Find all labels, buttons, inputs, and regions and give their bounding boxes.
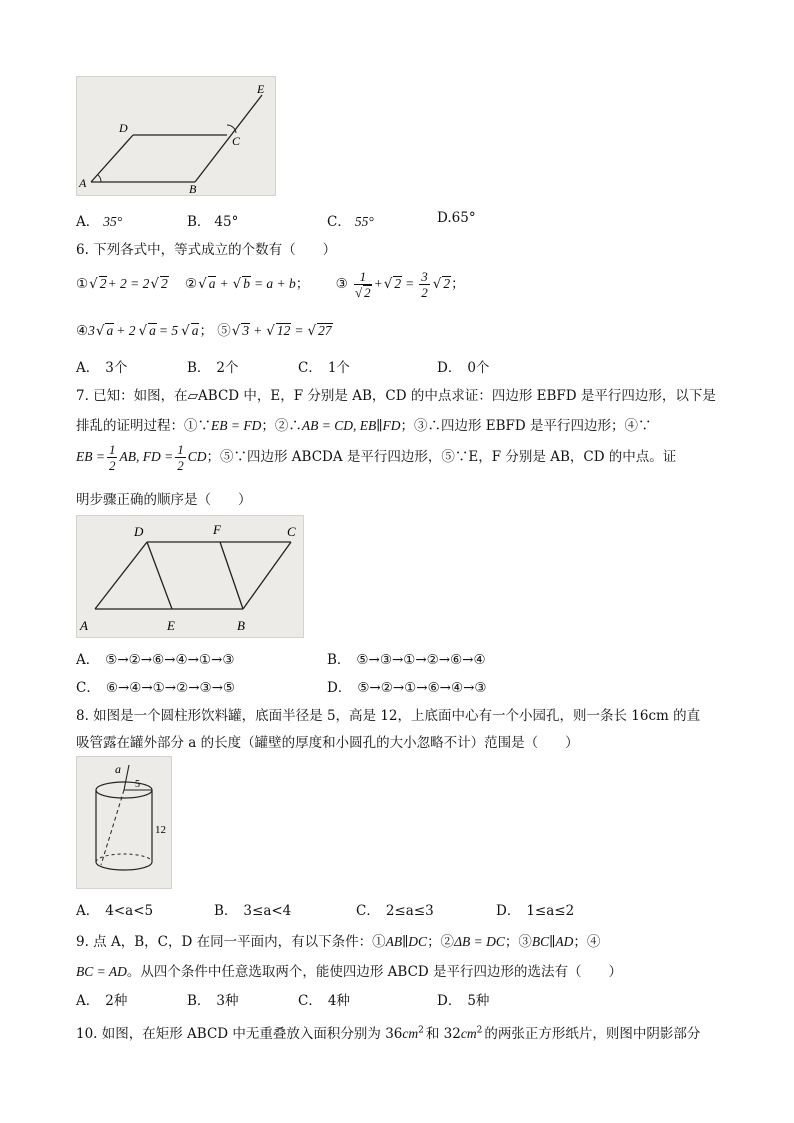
q6-option-c	[298, 356, 350, 376]
frac-num: 1	[108, 442, 116, 457]
option-key: C．	[298, 993, 322, 1009]
option-value: 0个	[467, 360, 490, 376]
q7-option-d	[327, 676, 487, 696]
option-key: C．	[356, 903, 380, 919]
option-key: B．	[187, 993, 211, 1009]
q6-item4-marker: ④	[76, 323, 89, 339]
option-key: A．	[76, 214, 100, 230]
q5-option-c	[327, 210, 374, 230]
q6-item3-frac1: $\frac{1}{√ 2}$	[355, 269, 371, 300]
q5-label-c: C	[232, 134, 241, 148]
option-value: 4种	[327, 993, 350, 1009]
option-key: B．	[187, 214, 211, 230]
option-key: D．	[437, 360, 462, 376]
q9-line2-b: 。从四个条件中任意选取两个，能使四边形 ABCD 是平行四边形的选法有（ ）	[126, 964, 623, 980]
option-value: 4<a<5	[105, 903, 154, 919]
frac-den: 2	[421, 285, 428, 300]
option-key: A．	[76, 993, 100, 1009]
option-key: B．	[327, 652, 351, 668]
q7-line3-a: EB =	[76, 449, 105, 464]
q10-sup1: 2	[418, 1025, 424, 1036]
q9-option-d	[437, 989, 489, 1009]
q8-cylinder-figure	[76, 756, 172, 889]
q9-cond4: BC = AD	[76, 964, 127, 979]
q10-text-c: 的两张正方形纸片，则图中阴影部分	[484, 1026, 701, 1042]
q6-item2-semi: ；	[295, 276, 310, 292]
q8-option-a	[76, 899, 153, 919]
option-value: 2≤a≤3	[385, 903, 434, 919]
q7-option-a	[76, 648, 234, 668]
q6-item2-plus: +	[219, 276, 229, 291]
frac-num: 3	[421, 269, 428, 284]
q5-label-a: A	[79, 176, 87, 190]
q8-option-d	[496, 899, 574, 919]
q9-line1-a: 9. 点 A，B，C，D 在同一平面内，有以下条件：①	[76, 934, 386, 950]
q6-item2-marker: ②	[184, 276, 198, 292]
q9-line1	[76, 930, 600, 950]
q7-line2-b: EB = FD	[211, 418, 262, 433]
q7-option-c	[76, 676, 235, 696]
option-key: A．	[76, 903, 100, 919]
option-value: 3≤a<4	[243, 903, 292, 919]
q7-label-c: C	[287, 524, 296, 539]
q5-parallelogram-figure	[76, 76, 276, 196]
q8-option-c	[356, 899, 434, 919]
q6-option-d	[437, 356, 489, 376]
q10-unit1: cm	[402, 1026, 419, 1041]
q6-item3-semi: ；	[451, 276, 465, 292]
q8-option-b	[214, 899, 291, 919]
q10-unit2: cm	[460, 1026, 477, 1041]
option-value: 2种	[105, 993, 128, 1009]
q6-item3-plus: +	[373, 276, 383, 291]
q6-item4-rad3: a	[191, 323, 199, 338]
option-key: C．	[327, 214, 351, 230]
option-key: D．	[327, 680, 352, 696]
q7-label-f: F	[213, 522, 221, 537]
frac-den: 2	[364, 285, 371, 300]
q8-line1: 8. 如图是一个圆柱形饮料罐，底面半径是 5，高是 12，上底面中心有一个小园孔，则一条长 16cm 的直	[76, 708, 701, 724]
q6-item5-rad-a: 3	[242, 323, 250, 338]
q7-line2-d: AB = CD, EB∥FD	[301, 418, 401, 433]
frac-den: 2	[108, 458, 116, 473]
frac-den: 2	[177, 458, 184, 473]
q6-option-b	[187, 356, 239, 376]
q6-items-row2: ④3√ a + 2 √ a = 5 √ a； ⑤√ 3 + √ 12 = √ 27	[76, 323, 332, 339]
q8-label-height: 12	[155, 824, 166, 836]
q6-item4-mid: + 2	[116, 323, 136, 338]
q8-label-radius: 5	[135, 779, 140, 790]
q7-label-e: E	[167, 618, 175, 633]
q6-item3-rad: 2	[394, 276, 402, 291]
option-key: A．	[76, 652, 100, 668]
q6-item3-rad2: 2	[443, 276, 451, 291]
option-value: ⑤→②→⑥→④→①→③	[105, 652, 235, 668]
option-value: 55°	[354, 214, 374, 229]
q7-line2-e: ；③∴四边形 EBFD 是平行四边形；④∵	[400, 418, 652, 434]
q5-option-d	[437, 210, 476, 226]
q6-item1-marker: ①	[76, 276, 89, 292]
option-key: B．	[214, 903, 238, 919]
option-value: 3个	[105, 360, 128, 376]
q9-cond2: ΔB = DC	[454, 934, 505, 949]
option-key: C．	[298, 360, 322, 376]
q6-item3-frac2	[419, 269, 430, 300]
q6-item5-eq: =	[294, 323, 304, 338]
q7-line2	[76, 414, 652, 434]
q7-line3-d: ；⑤∵四边形 ABCDA 是平行四边形，⑤∵E，F 分别是 AB，CD 的中点。证	[206, 449, 677, 465]
option-key: B．	[187, 360, 211, 376]
option-value: 2个	[216, 360, 239, 376]
q6-item2-rad-b: b	[243, 276, 250, 291]
q6-item3-eq: =	[405, 276, 415, 291]
q7-parallelogram-figure	[76, 515, 304, 638]
option-value: 5种	[467, 993, 490, 1009]
q7-frac2	[175, 442, 186, 473]
q6-option-a	[76, 356, 127, 376]
q9-option-a	[76, 989, 127, 1009]
q6-item2-rhs: = a + b	[253, 276, 296, 291]
option-value: ⑥→④→①→②→③→⑤	[105, 680, 236, 696]
option-value: 45°	[214, 214, 239, 230]
option-key: C．	[76, 680, 100, 696]
q8-line2: 吸管露在罐外部分 a 的长度（罐壁的厚度和小圆孔的大小忽略不计）范围是（ ）	[76, 735, 579, 751]
q9-cond3: BC∥AD	[531, 934, 574, 949]
q6-item1-mid: + 2 = 2	[107, 276, 150, 291]
q6-item3-marker: ③	[335, 276, 348, 292]
q9-line2	[76, 960, 622, 980]
q9-line1-g: ；④	[573, 934, 601, 950]
q7-line1: 7. 已知：如图，在▱ABCD 中，E，F 分别是 AB，CD 的中点求证：四边形 EBFD 是平行四边形，以下是	[76, 388, 716, 404]
q6-stem: 6. 下列各式中，等式成立的个数有（ ）	[76, 242, 337, 258]
q6-item4-rad1: a	[106, 323, 114, 338]
option-key: D．	[437, 993, 462, 1009]
q8-label-a: a	[115, 762, 121, 776]
option-value: 3种	[216, 993, 239, 1009]
frac-num: 1	[354, 269, 372, 285]
q9-cond1: AB∥DC	[385, 934, 428, 949]
q7-option-b	[327, 648, 486, 668]
q5-option-a	[76, 210, 122, 230]
q7-line2-c: ；②∴	[261, 418, 302, 434]
q6-item1-rad2: 2	[160, 276, 168, 291]
q7-line3-c: CD	[187, 449, 207, 464]
q6-item1-rad: 2	[99, 276, 107, 291]
option-value: ⑤→②→①→⑥→④→③	[357, 680, 487, 696]
q5-label-e: E	[257, 82, 265, 96]
q9-line1-e: ；③	[504, 934, 532, 950]
q5-label-d: D	[119, 121, 128, 135]
option-value: 65°	[451, 210, 476, 226]
q7-label-d: D	[134, 524, 144, 539]
q6-items-row1: ①√ 2+ 2 = 2√ 2 ②√ a + √ b = a + b； ③ $\frac{1}{√ 2}$ +√ 2 = $\frac{3}{2}$ √ 2；	[76, 269, 465, 300]
option-key: D.	[437, 210, 452, 226]
q9-option-c	[298, 989, 350, 1009]
q7-frac1	[107, 442, 118, 473]
q6-item5-plus: +	[253, 323, 263, 338]
q6-item5-marker: ⑤	[217, 323, 231, 339]
q7-line3	[76, 440, 676, 474]
q7-label-a: A	[80, 618, 88, 633]
q7-line3-b: AB, FD =	[119, 449, 174, 464]
option-value: 1≤a≤2	[526, 903, 575, 919]
option-value: 35°	[103, 214, 123, 229]
option-value: 1个	[327, 360, 350, 376]
q5-label-b: B	[189, 182, 197, 195]
option-key: A．	[76, 360, 100, 376]
q7-label-b: B	[237, 618, 245, 633]
q10-sup2: 2	[476, 1025, 483, 1036]
q9-line1-c: ；②	[427, 934, 455, 950]
q6-item4-rad2: a	[149, 323, 156, 338]
q6-item5-rad-b: 12	[276, 323, 291, 338]
q6-item4-eq: = 5	[158, 323, 179, 338]
q10-line1	[76, 1022, 700, 1042]
q10-text-b: 和 32	[425, 1026, 461, 1042]
q7-line4: 明步骤正确的顺序是（ ）	[76, 492, 252, 508]
option-key: D．	[496, 903, 521, 919]
q6-item5-rad-c: 27	[318, 323, 332, 338]
q6-item4-semi: ；	[199, 323, 213, 339]
q6-item4-coef: 3	[88, 323, 95, 338]
q7-line2-a: 排乱的证明过程：①∵	[76, 418, 211, 434]
q6-item2-rad-a: a	[208, 276, 216, 291]
q5-option-b	[187, 210, 238, 230]
option-value: ⑤→③→①→②→⑥→④	[356, 652, 486, 668]
q10-text-a: 10. 如图，在矩形 ABCD 中无重叠放入面积分别为 36	[76, 1026, 403, 1042]
q9-option-b	[187, 989, 239, 1009]
frac-num: 1	[177, 442, 184, 457]
